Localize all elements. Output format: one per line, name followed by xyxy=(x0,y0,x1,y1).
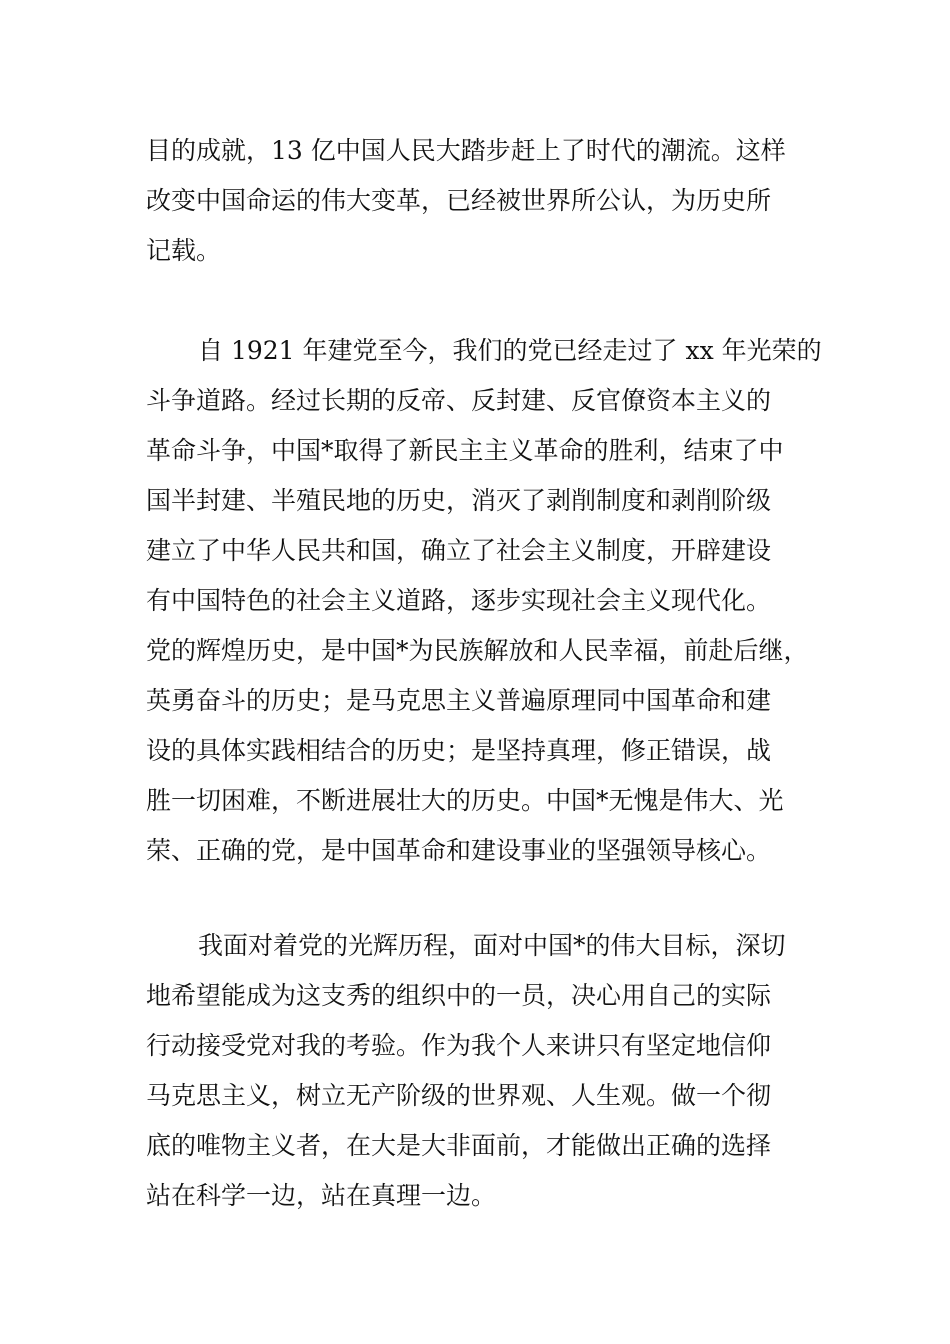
text-line: 英勇奋斗的历史；是马克思主义普遍原理同中国革命和建 xyxy=(146,686,772,715)
text-line: 改变中国命运的伟大变革，已经被世界所公认，为历史所 xyxy=(146,186,772,215)
text-line: 目的成就，13 亿中国人民大踏步赶上了时代的潮流。这样 xyxy=(146,136,786,165)
text-line: 站在科学一边，站在真理一边。 xyxy=(146,1181,497,1210)
text-line: 设的具体实践相结合的历史；是坚持真理，修正错误，战 xyxy=(146,736,772,765)
paragraph-continuation xyxy=(146,126,836,276)
text-line: 国半封建、半殖民地的历史，消灭了剥削制度和剥削阶级 xyxy=(146,486,772,515)
text-line: 革命斗争，中国*取得了新民主主义革命的胜利，结束了中 xyxy=(146,436,784,465)
text-line: 地希望能成为这支秀的组织中的一员，决心用自己的实际 xyxy=(146,981,772,1010)
text-line: 自 1921 年建党至今，我们的党已经走过了 xx 年光荣的 xyxy=(198,336,822,365)
text-line: 马克思主义，树立无产阶级的世界观、人生观。做一个彻 xyxy=(146,1081,772,1110)
text-line: 建立了中华人民共和国，确立了社会主义制度，开辟建设 xyxy=(146,536,772,565)
text-line: 荣、正确的党，是中国革命和建设事业的坚强领导核心。 xyxy=(146,836,772,865)
text-line: 有中国特色的社会主义道路，逐步实现社会主义现代化。 xyxy=(146,586,772,615)
text-line: 斗争道路。经过长期的反帝、反封建、反官僚资本主义的 xyxy=(146,386,772,415)
paragraph-party-history xyxy=(146,326,836,876)
text-line: 行动接受党对我的考验。作为我个人来讲只有坚定地信仰 xyxy=(146,1031,772,1060)
text-line: 底的唯物主义者，在大是大非面前，才能做出正确的选择 xyxy=(146,1131,772,1160)
text-line: 胜一切困难，不断进展壮大的历史。中国*无愧是伟大、光 xyxy=(146,786,784,815)
text-line: 党的辉煌历史，是中国*为民族解放和人民幸福，前赴后继， xyxy=(146,636,809,665)
text-line: 记载。 xyxy=(146,236,222,265)
text-line: 我面对着党的光辉历程，面对中国*的伟大目标，深切 xyxy=(198,931,786,960)
paragraph-personal-resolve xyxy=(146,921,836,1221)
